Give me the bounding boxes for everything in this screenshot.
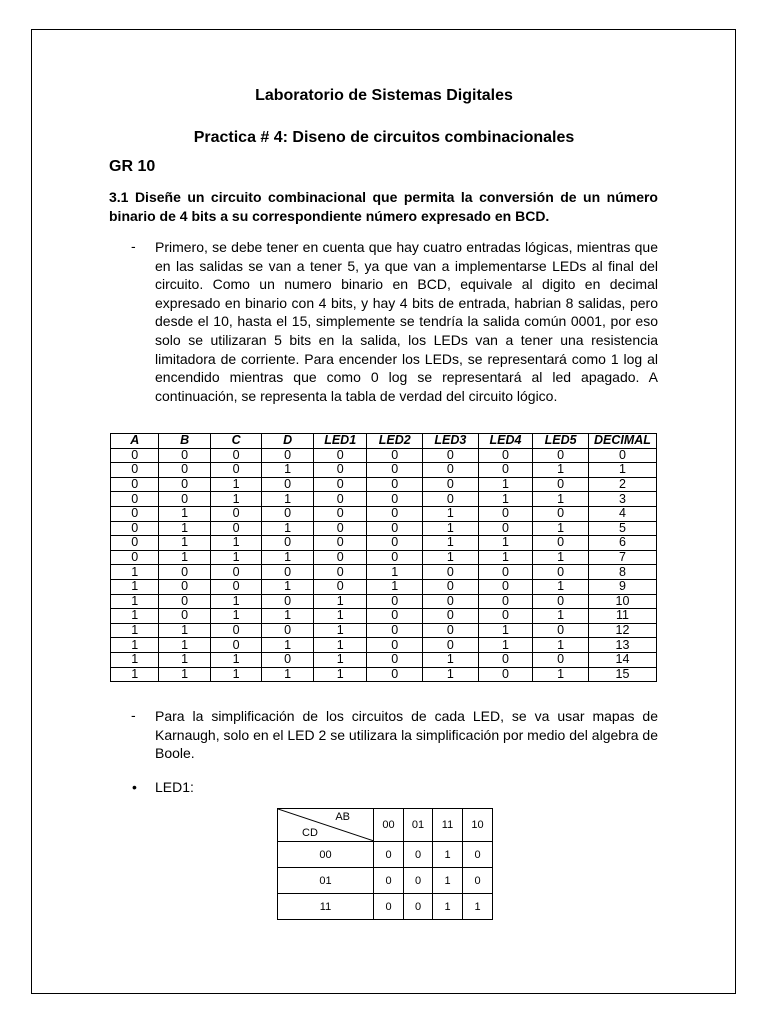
task-statement: 3.1 Diseñe un circuito combinacional que permita la conversión de un número binario de 4 bits a su correspondiente número expresado en BCD.: [109, 189, 658, 224]
truth-table-header-cell: LED3: [423, 434, 479, 449]
table-cell: 0: [367, 506, 423, 521]
table-cell: 1: [423, 506, 479, 521]
bullet-icon: •: [132, 779, 137, 795]
table-row: [111, 652, 657, 667]
table-row: [111, 492, 657, 507]
table-cell: 0: [533, 594, 589, 609]
kmap-row-label: 11: [278, 894, 374, 920]
table-cell: 1: [159, 521, 211, 536]
table-cell: 1: [313, 594, 367, 609]
kmap-header-row: [278, 809, 493, 842]
table-cell: 1: [210, 667, 262, 682]
table-cell: 1: [262, 638, 314, 653]
led1-label: LED1:: [155, 779, 194, 795]
table-cell: 1: [111, 638, 159, 653]
table-cell: 1: [313, 667, 367, 682]
table-cell: 1: [533, 463, 589, 478]
table-cell: 0: [478, 579, 533, 594]
table-cell: 1: [159, 638, 211, 653]
table-cell: 0: [111, 492, 159, 507]
table-cell: 1: [533, 521, 589, 536]
table-cell: 1: [111, 623, 159, 638]
kmap-cell: 0: [463, 868, 493, 894]
table-cell: 1: [423, 652, 479, 667]
table-cell: 0: [588, 448, 656, 463]
simplification-text: Para la simplificación de los circuitos de cada LED, se va usar mapas de Karnaugh, solo en el LED 2 se utilizara la simplificación por medio del algebra de Boole.: [155, 708, 658, 762]
table-row: [111, 623, 657, 638]
kmap-cell: 1: [433, 894, 463, 920]
table-cell: 7: [588, 550, 656, 565]
table-cell: 0: [423, 594, 479, 609]
table-cell: 1: [478, 492, 533, 507]
table-cell: 1: [159, 506, 211, 521]
table-cell: 0: [533, 477, 589, 492]
kmap-cell: 0: [404, 894, 433, 920]
table-cell: 2: [588, 477, 656, 492]
truth-table-header-cell: LED2: [367, 434, 423, 449]
table-cell: 0: [423, 609, 479, 624]
truth-table-header-cell: C: [210, 434, 262, 449]
table-cell: 1: [210, 609, 262, 624]
table-cell: 0: [159, 565, 211, 580]
table-cell: 1: [159, 536, 211, 551]
table-cell: 0: [111, 550, 159, 565]
table-cell: 0: [313, 492, 367, 507]
table-cell: 0: [478, 521, 533, 536]
simplification-paragraph: [155, 707, 658, 763]
table-cell: 0: [367, 652, 423, 667]
kmap-col-var: AB: [335, 811, 350, 823]
table-cell: 1: [533, 579, 589, 594]
table-cell: 0: [423, 492, 479, 507]
table-cell: 0: [159, 579, 211, 594]
table-cell: 1: [159, 667, 211, 682]
kmap-cell: 0: [374, 868, 404, 894]
table-cell: 0: [210, 463, 262, 478]
table-cell: 1: [111, 565, 159, 580]
table-cell: 0: [478, 609, 533, 624]
table-cell: 0: [478, 652, 533, 667]
table-cell: 9: [588, 579, 656, 594]
table-cell: 1: [588, 463, 656, 478]
table-cell: 0: [478, 565, 533, 580]
table-cell: 0: [262, 652, 314, 667]
table-cell: 1: [159, 550, 211, 565]
table-cell: 0: [159, 477, 211, 492]
practice-title: Practica # 4: Diseno de circuitos combinacionales: [193, 129, 575, 146]
table-cell: 1: [262, 463, 314, 478]
table-cell: 0: [367, 536, 423, 551]
table-cell: 1: [262, 609, 314, 624]
table-row: [111, 638, 657, 653]
table-cell: 0: [533, 536, 589, 551]
table-cell: 1: [210, 492, 262, 507]
intro-dash: -: [131, 238, 136, 254]
table-cell: 1: [262, 521, 314, 536]
truth-table-header-cell: B: [159, 434, 211, 449]
table-cell: 0: [111, 506, 159, 521]
table-cell: 1: [210, 536, 262, 551]
table-row: [111, 506, 657, 521]
table-cell: 0: [210, 623, 262, 638]
kmap-corner: [278, 809, 374, 842]
table-cell: 0: [423, 477, 479, 492]
table-cell: 1: [159, 652, 211, 667]
table-cell: 0: [262, 623, 314, 638]
table-cell: 0: [111, 448, 159, 463]
table-cell: 0: [111, 536, 159, 551]
truth-table-header-cell: LED1: [313, 434, 367, 449]
truth-table: [110, 433, 657, 682]
table-cell: 0: [313, 550, 367, 565]
table-cell: 0: [111, 477, 159, 492]
table-cell: 1: [159, 623, 211, 638]
table-cell: 15: [588, 667, 656, 682]
table-cell: 1: [423, 667, 479, 682]
kmap-cell: 1: [433, 842, 463, 868]
table-cell: 11: [588, 609, 656, 624]
table-cell: 1: [533, 609, 589, 624]
table-cell: 0: [367, 638, 423, 653]
truth-table-header-cell: DECIMAL: [588, 434, 656, 449]
table-cell: 1: [423, 550, 479, 565]
table-cell: 14: [588, 652, 656, 667]
intro-paragraph: Primero, se debe tener en cuenta que hay cuatro entradas lógicas, mientras que en las salidas se van a tener 5, ya que van a implementarse LEDs al final del circuito. Como un numero binario en BCD, equivale al digito en decimal expresado en binario con 4 bits, y hay 4 bits de entrada, habrian 8 salidas, pero desde el 10, hasta el 15, simplemente se tendría la salida común 0001, por eso solo se utilizaran 5 bits en la salida, los LEDs van a tener una resistencia limitadora de corriente. Para encender los LEDs, se representará como 1 log al encendido mientras que como 0 log se representará al led apagado. A continuación, se representa la tabla de verdad del circuito lógico.: [155, 239, 658, 404]
table-cell: 1: [533, 492, 589, 507]
table-cell: 0: [313, 477, 367, 492]
kmap-column-label: 11: [433, 809, 463, 842]
table-cell: 0: [262, 536, 314, 551]
table-cell: 0: [367, 477, 423, 492]
table-cell: 1: [210, 652, 262, 667]
table-row: [111, 579, 657, 594]
table-cell: 0: [210, 638, 262, 653]
table-cell: 0: [313, 463, 367, 478]
table-cell: 0: [313, 506, 367, 521]
table-cell: 1: [478, 623, 533, 638]
table-cell: 0: [423, 623, 479, 638]
table-cell: 0: [262, 565, 314, 580]
table-cell: 0: [367, 492, 423, 507]
table-cell: 0: [423, 463, 479, 478]
kmap-cell: 0: [404, 868, 433, 894]
table-row: [111, 667, 657, 682]
table-cell: 0: [478, 463, 533, 478]
table-cell: 0: [313, 536, 367, 551]
table-cell: 0: [159, 492, 211, 507]
table-row: [111, 594, 657, 609]
table-cell: 0: [210, 506, 262, 521]
table-cell: 0: [423, 579, 479, 594]
truth-table-header-cell: A: [111, 434, 159, 449]
table-cell: 13: [588, 638, 656, 653]
kmap-row: [278, 894, 493, 920]
table-row: [111, 477, 657, 492]
table-cell: 0: [478, 667, 533, 682]
table-cell: 0: [367, 521, 423, 536]
simplification-dash: -: [131, 707, 136, 723]
table-cell: 0: [367, 594, 423, 609]
table-cell: 4: [588, 506, 656, 521]
table-cell: 0: [478, 448, 533, 463]
kmap-column-label: 00: [374, 809, 404, 842]
table-cell: 5: [588, 521, 656, 536]
table-cell: 1: [313, 609, 367, 624]
table-cell: 1: [111, 579, 159, 594]
table-cell: 0: [210, 579, 262, 594]
table-cell: 0: [533, 506, 589, 521]
table-cell: 1: [367, 579, 423, 594]
kmap-cell: 0: [463, 842, 493, 868]
table-cell: 0: [367, 609, 423, 624]
table-cell: 0: [367, 623, 423, 638]
table-cell: 1: [111, 652, 159, 667]
table-cell: 1: [533, 667, 589, 682]
table-cell: 0: [533, 623, 589, 638]
table-cell: 1: [423, 521, 479, 536]
table-row: [111, 609, 657, 624]
table-row: [111, 448, 657, 463]
kmap-row: [278, 842, 493, 868]
table-cell: 0: [159, 594, 211, 609]
table-cell: 1: [478, 536, 533, 551]
table-cell: 0: [367, 667, 423, 682]
karnaugh-map-led1: [277, 808, 493, 920]
table-cell: 12: [588, 623, 656, 638]
group-label: GR 10: [109, 158, 156, 175]
kmap-column-label: 01: [404, 809, 433, 842]
table-cell: 0: [111, 463, 159, 478]
table-cell: 0: [159, 463, 211, 478]
table-cell: 1: [262, 550, 314, 565]
table-cell: 0: [262, 594, 314, 609]
table-cell: 0: [111, 521, 159, 536]
table-cell: 1: [262, 667, 314, 682]
table-cell: 1: [478, 477, 533, 492]
kmap-cell: 1: [433, 868, 463, 894]
table-cell: 10: [588, 594, 656, 609]
table-cell: 0: [478, 506, 533, 521]
table-cell: 1: [313, 652, 367, 667]
kmap-row-label: 00: [278, 842, 374, 868]
table-cell: 1: [478, 638, 533, 653]
table-cell: 0: [533, 652, 589, 667]
table-cell: 1: [210, 594, 262, 609]
table-cell: 1: [533, 638, 589, 653]
table-cell: 1: [313, 638, 367, 653]
table-cell: 0: [159, 609, 211, 624]
table-cell: 1: [210, 550, 262, 565]
table-cell: 3: [588, 492, 656, 507]
table-cell: 1: [423, 536, 479, 551]
table-cell: 8: [588, 565, 656, 580]
kmap-column-label: 10: [463, 809, 493, 842]
truth-table-header: [111, 434, 657, 449]
document-title: Laboratorio de Sistemas Digitales: [255, 87, 513, 104]
kmap-cell: 0: [404, 842, 433, 868]
table-cell: 1: [111, 594, 159, 609]
kmap-cell: 0: [374, 894, 404, 920]
table-cell: 0: [423, 638, 479, 653]
table-cell: 0: [423, 448, 479, 463]
table-cell: 1: [210, 477, 262, 492]
table-cell: 0: [210, 521, 262, 536]
table-cell: 0: [313, 448, 367, 463]
truth-table-header-cell: D: [262, 434, 314, 449]
table-cell: 0: [262, 448, 314, 463]
table-row: [111, 550, 657, 565]
table-cell: 0: [367, 448, 423, 463]
table-row: [111, 521, 657, 536]
table-cell: 0: [533, 565, 589, 580]
table-cell: 0: [367, 550, 423, 565]
table-cell: 0: [210, 448, 262, 463]
table-cell: 1: [111, 667, 159, 682]
table-cell: 0: [313, 579, 367, 594]
table-cell: 1: [367, 565, 423, 580]
table-cell: 0: [262, 477, 314, 492]
table-cell: 0: [262, 506, 314, 521]
table-cell: 0: [159, 448, 211, 463]
kmap-row-label: 01: [278, 868, 374, 894]
table-cell: 0: [478, 594, 533, 609]
table-cell: 0: [533, 448, 589, 463]
kmap-cell: 1: [463, 894, 493, 920]
table-cell: 0: [423, 565, 479, 580]
table-row: [111, 565, 657, 580]
table-cell: 1: [262, 579, 314, 594]
diagonal-line-icon: [278, 809, 374, 841]
truth-table-header-cell: LED5: [533, 434, 589, 449]
truth-table-header-cell: LED4: [478, 434, 533, 449]
kmap-row: [278, 868, 493, 894]
table-cell: 1: [313, 623, 367, 638]
table-row: [111, 536, 657, 551]
table-row: [111, 463, 657, 478]
table-cell: 0: [210, 565, 262, 580]
kmap-cell: 0: [374, 842, 404, 868]
table-cell: 0: [313, 521, 367, 536]
table-cell: 1: [111, 609, 159, 624]
table-cell: 1: [478, 550, 533, 565]
table-cell: 1: [262, 492, 314, 507]
table-cell: 0: [313, 565, 367, 580]
table-cell: 6: [588, 536, 656, 551]
table-cell: 1: [533, 550, 589, 565]
table-cell: 0: [367, 463, 423, 478]
kmap-row-var: CD: [302, 827, 318, 839]
